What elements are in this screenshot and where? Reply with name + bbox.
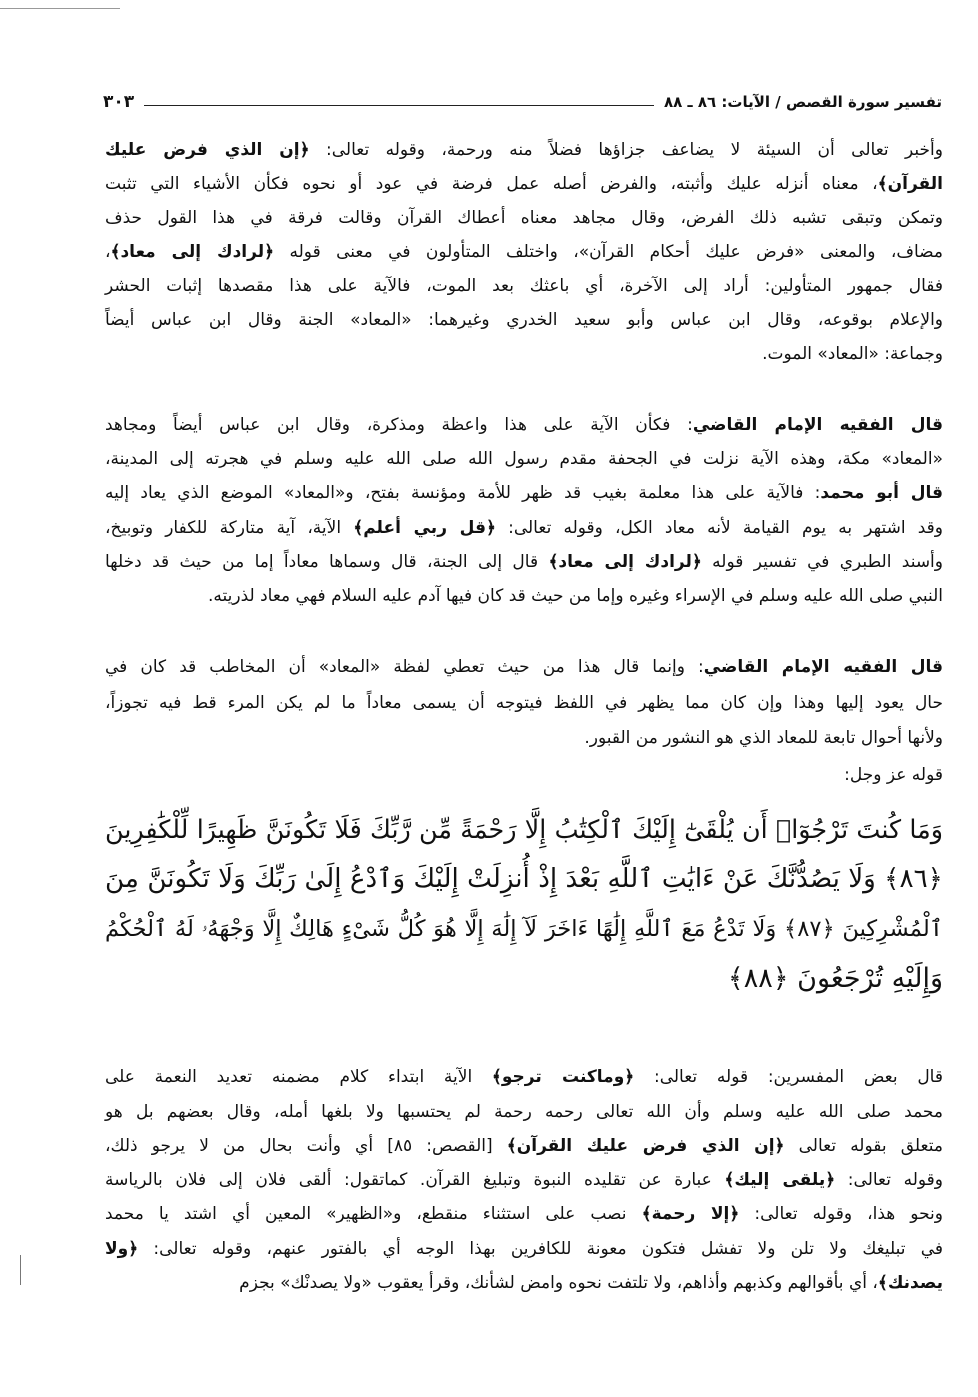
paragraph-2-line <box>105 513 943 543</box>
paragraph-1-line <box>105 305 943 335</box>
text-run: وأسند الطبري في تفسير قوله <box>701 552 943 572</box>
text-run: النبي صلى الله عليه وسلم في الإسراء وغيره وإما من حيث قد كان فيها آدم عليه السلام فهي معاد لذريته. <box>208 586 943 606</box>
bold-quote: ﴿إن الذي فرض عليك <box>105 140 310 160</box>
bold-quote: قال الفقيه الإمام القاضي <box>703 657 943 677</box>
bold-quote: ﴿وماكنت ترجو﴾ <box>491 1067 635 1087</box>
paragraph-1-line <box>105 203 943 233</box>
paragraph-1-line <box>105 135 943 165</box>
text-run: ، أي بأقوالهم وكذبهم وأذاهم، ولا تلتفت نحوه وامض لشأنك، وقرأ يعقوب «ولا يصدنْك» بجزم <box>239 1273 878 1293</box>
text-run: وتمكن وتبقى تشبه ذلك الفرض، وقال مجاهد معناه أعطاك القرآن وقالت فرقة في هذا القول حذف <box>105 208 943 228</box>
paragraph-4-line <box>105 1097 943 1127</box>
text-run: الآية ابتداء كلام مضمنه تعديد النعمة على <box>105 1067 492 1087</box>
bold-quote: ﴿إن الذي فرض عليك القرآن﴾ <box>506 1136 785 1156</box>
bold-quote: قال أبو محمد <box>820 483 943 503</box>
text-run: ولأنها أحوال تابعة للمعاد الذي هو النشور من القبور. <box>584 728 943 748</box>
text-run: وقوله تعالى: <box>835 1170 944 1190</box>
text-run: متعلق بقوله تعالى <box>784 1136 943 1156</box>
bold-quote: ﴿لرادك إلى معاد﴾ <box>110 242 275 262</box>
text-run: «المعاد» مكة، وهذه الآية نزلت في الجحفة مقدم رسول الله صلى الله عليه وسلم في هجرته إلى المدينة، <box>105 449 943 469</box>
paragraph-4-line <box>105 1199 943 1229</box>
text-run: : فالآية على هذا معلمة بغيب قد ظهر للأمة ومؤنسة بفتح، و«المعاد» الموضع الذي يعاد إليه <box>105 483 821 503</box>
text-run: نصب على استثناء منقطع، و«الظهير» المعين أي اشتد يا محمد <box>105 1204 642 1224</box>
text-run: عبارة عن تقليده النبوة وتبليغ القرآن. كماتقول: ألقى فلان إلى فلان بالرياسة <box>105 1170 725 1190</box>
bold-quote: ﴿لرادك إلى معاد﴾ <box>548 552 702 572</box>
text-run: قال بعض المفسرين: قوله تعالى: <box>634 1067 943 1087</box>
quran-verse-line: ﴿٨٦﴾ وَلَا يَصُدُّنَّكَ عَنْ ءَايَٰتِ ٱللَّهِ بَعْدَ إِذْ أُنزِلَتْ إِلَيْكَ وَٱدْعُ إِلَىٰ رَبِّكَ وَلَا تَكُونَنَّ مِنَ <box>105 864 943 894</box>
paragraph-1-line <box>105 237 943 267</box>
paragraph-4-line <box>105 1165 943 1195</box>
paragraph-4-line <box>105 1062 943 1092</box>
verse-intro-line <box>105 760 943 790</box>
paragraph-1-line <box>105 339 943 369</box>
paragraph-3-line <box>105 652 943 682</box>
running-header <box>103 88 942 116</box>
paragraph-3-line <box>105 723 943 753</box>
text-run: محمد صلى الله عليه وسلم وأن الله تعالى رحمه رحمة لم يحتسبها ولا بلغها أمله، وقال بعضهم بل هو <box>105 1102 943 1122</box>
paragraph-2-line <box>105 410 943 440</box>
bold-quote: القرآن﴾ <box>877 174 943 194</box>
text-run: وقد اشتهر به يوم القيامة لأنه معاد الكل، وقوله تعالى: <box>495 518 943 538</box>
margin-mark <box>20 1255 21 1285</box>
page-number: ٣٠٣ <box>103 92 135 112</box>
bold-quote: ﴿يلقى إليك﴾ <box>724 1170 836 1190</box>
quran-verse-line: ٱلْمُشْرِكِينَ ﴿٨٧﴾ وَلَا تَدْعُ مَعَ ٱللَّهِ إِلَٰهًا ءَاخَرَ لَآ إِلَٰهَ إِلَّا هُوَ كُلُّ شَىْءٍ هَالِكٌ إِلَّا وَجْهَهُۥ لَهُ ٱلْحُكْمُ <box>105 916 943 942</box>
text-run: مضاف، والمعنى «فرض عليك أحكام القرآن»، واختلف المتأولون في معنى قوله <box>274 242 944 262</box>
text-run: قوله عز وجل: <box>844 765 943 785</box>
header-rule <box>144 105 654 106</box>
text-run: ، <box>105 242 111 262</box>
text-run: وأخبر تعالى أن السيئة لا يضاعف جزاؤها فضلاً منه ورحمة، وقوله تعالى: <box>309 140 943 160</box>
quran-verse-line: وَإِلَيْهِ تُرْجَعُونَ ﴿٨٨﴾ <box>727 963 943 994</box>
bold-quote: يصدنك﴾ <box>877 1273 943 1293</box>
text-run: : فكأن الآية على هذا واعظة ومذكرة، وقال ابن عباس أيضاً ومجاهد <box>105 415 693 435</box>
text-run: ، معناه أنزله عليك وأثبته، والفرض أصله عمل فرضة في عود أو نحوه فكأن الأشياء التي تثبت <box>105 174 878 194</box>
paragraph-1-line <box>105 271 943 301</box>
paragraph-4-line <box>105 1234 943 1264</box>
text-run: فقال جمهور المتأولين: أراد إلى الآخرة، أي باعثك بعد الموت، فالآية على هذا مقصدها إثبات الحشر <box>105 276 943 296</box>
paragraph-3-line <box>105 688 943 718</box>
paragraph-2-line <box>105 478 943 508</box>
text-run: في تبليغك ولا تلن ولا تفشل فتكون معونة للكافرين بهذا الوجه أي بالفتور عنهم، وقوله تعالى: <box>138 1239 943 1259</box>
bold-quote: ﴿إلا رحمة﴾ <box>641 1204 740 1224</box>
text-run: : وإنما قال هذا من حيث تعطي لفظة «المعاد» أن المخاطب قد كان في <box>105 657 704 677</box>
text-run: ونحو هذا، وقوله تعالى: <box>739 1204 943 1224</box>
paragraph-4-line <box>105 1131 943 1161</box>
text-run: قال إلى الجنة، قال وسماها معاداً إما من حيث قد دخلها <box>105 552 549 572</box>
paragraph-1-line <box>105 169 943 199</box>
quran-verse-line: وَمَا كُنتَ تَرْجُوٓا۟ أَن يُلْقَىٰٓ إِلَيْكَ ٱلْكِتَٰبُ إِلَّا رَحْمَةً مِّن رَّبِّكَ فَلَا تَكُونَنَّ ظَهِيرًا لِّلْكَٰفِرِينَ <box>105 814 943 844</box>
bold-quote: ﴿ولا <box>105 1239 139 1259</box>
paragraph-4-line <box>105 1268 943 1298</box>
scan-edge-line <box>0 8 120 9</box>
text-run: الآية، آية متاركة للكفار وتوبيخ، <box>105 518 354 538</box>
paragraph-2-line <box>105 547 943 577</box>
text-run: والإعلام بوقوعه، وقال ابن عباس وأبو سعيد الخدري وغيرهما: «المعاد» الجنة وقال ابن عباس أيضاً <box>105 310 943 330</box>
text-run: [القصص: ٨٥] أي وأنت بحال من لا يرجو ذلك، <box>105 1136 507 1156</box>
header-title: تفسير سورة القصص / الآيات: ٨٦ ـ ٨٨ <box>663 93 942 111</box>
bold-quote: قال الفقيه الإمام القاضي <box>692 415 944 435</box>
text-run: وجماعة: «المعاد» الموت. <box>762 344 943 364</box>
text-run: حال يعود إليها وهذا وإن كان مما يظهر في اللفظ فيتوجه أن يسمى معاداً ما لم يكن المرء قط فيه تجوزاً، <box>105 693 943 713</box>
bold-quote: ﴿قل ربي أعلم﴾ <box>353 518 496 538</box>
paragraph-2-line <box>105 581 943 611</box>
paragraph-2-line <box>105 444 943 474</box>
